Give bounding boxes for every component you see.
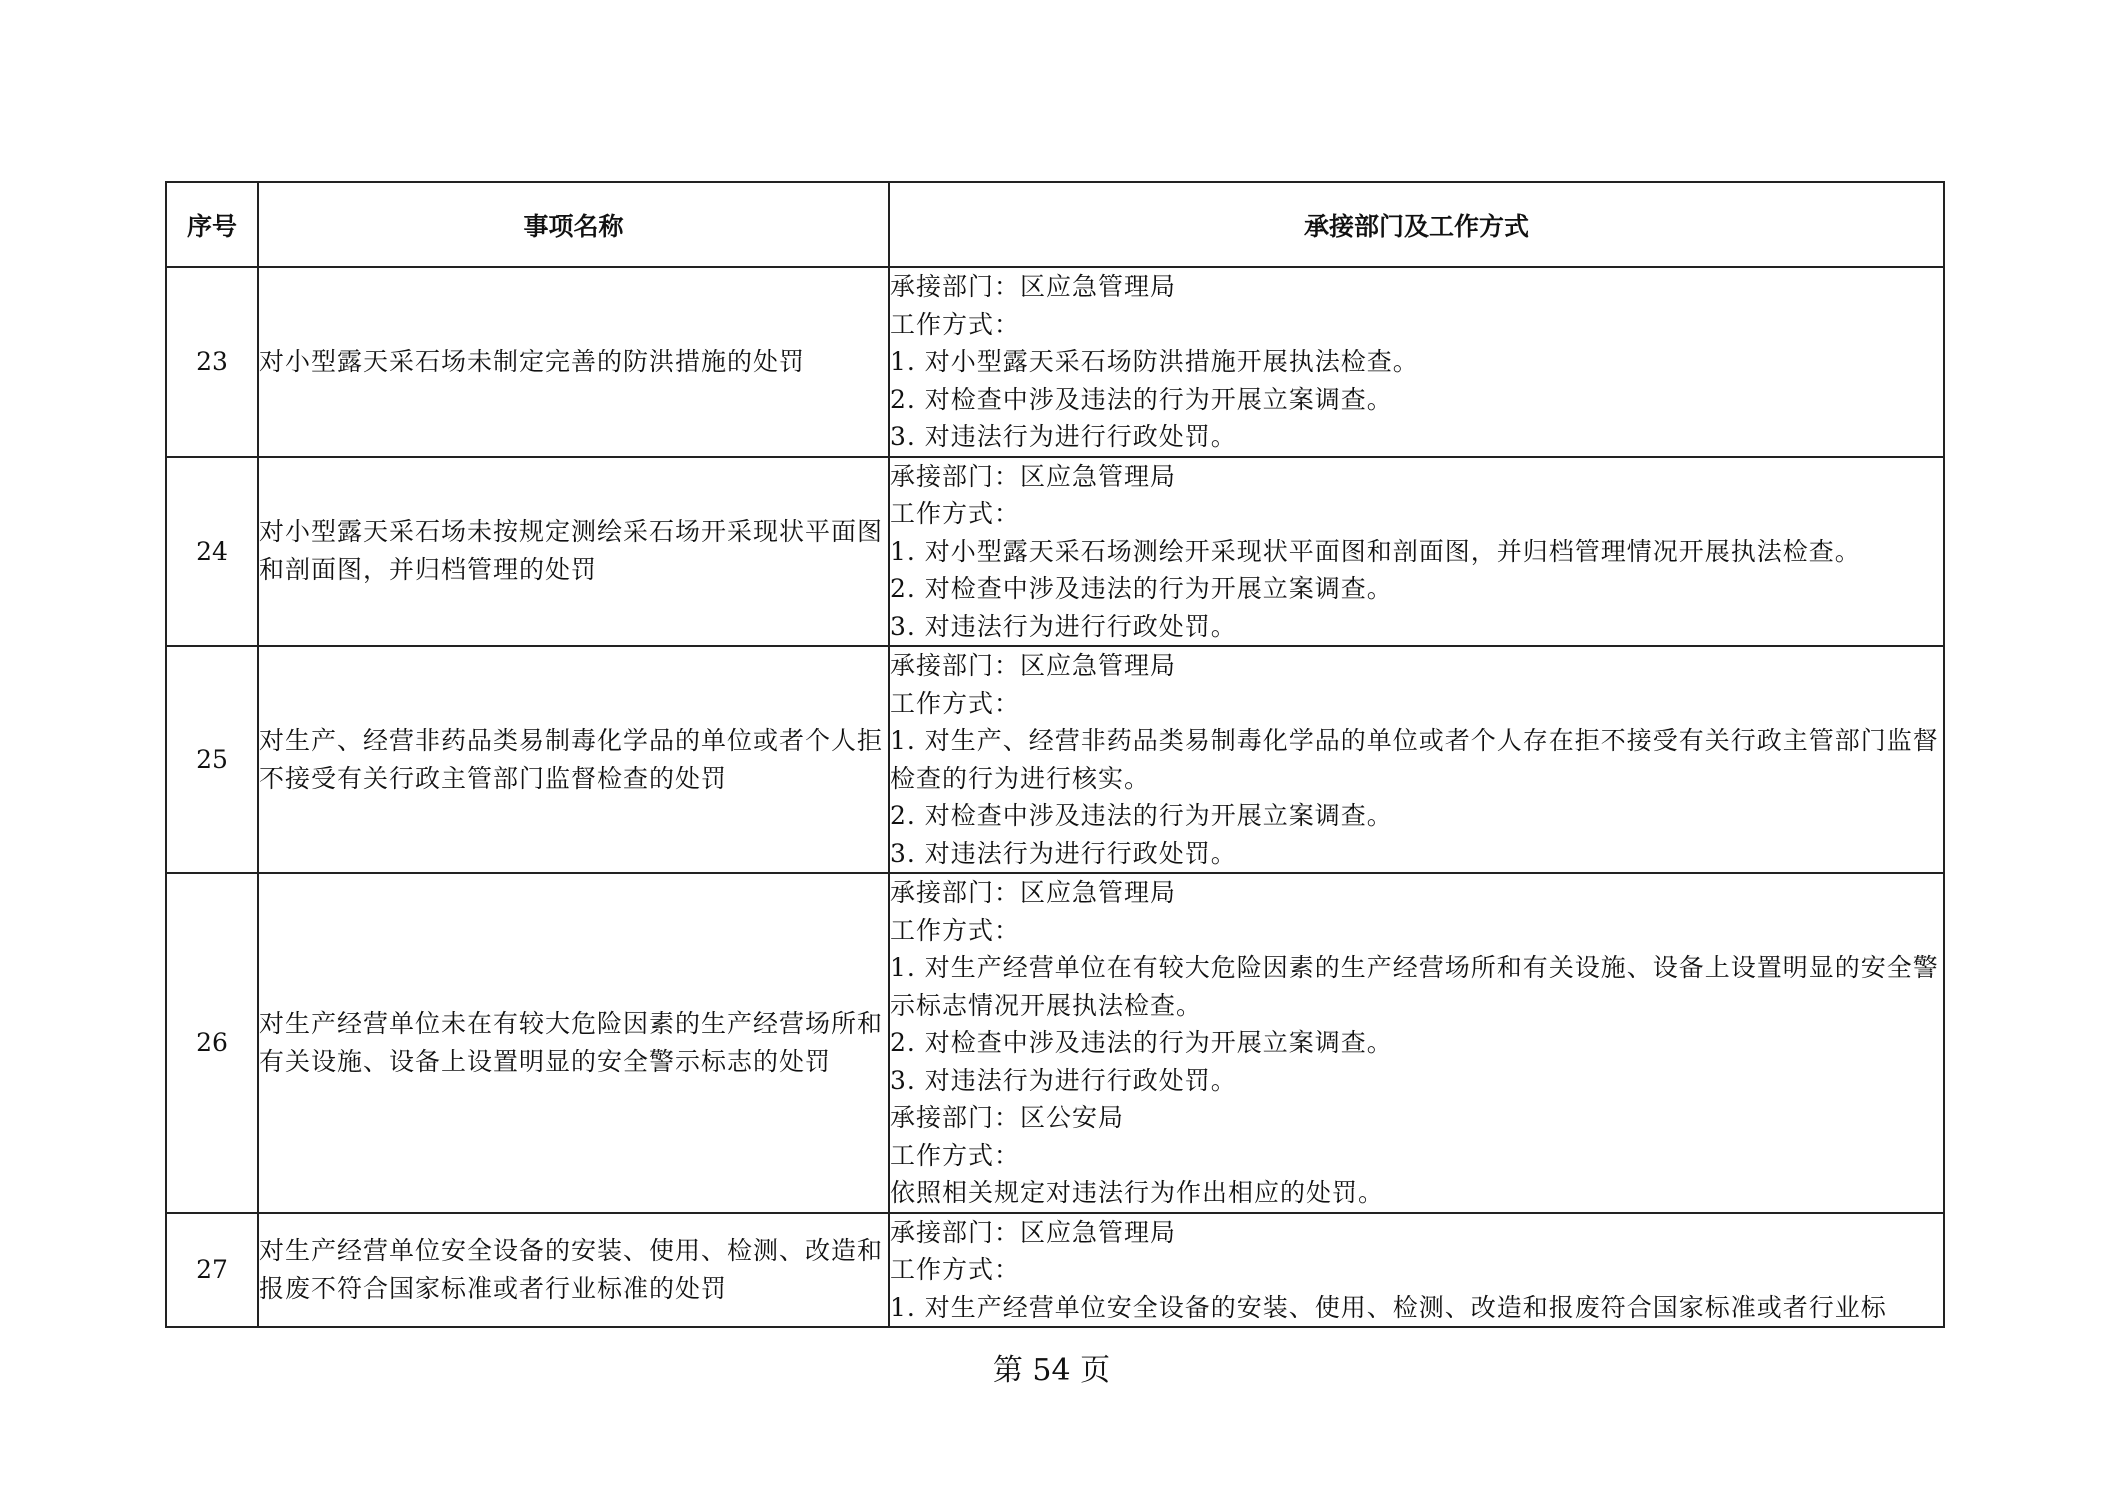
method-line: 2. 对检查中涉及违法的行为开展立案调查。 [890, 574, 1393, 603]
method-line: 1. 对小型露天采石场防洪措施开展执法检查。 [890, 347, 1419, 376]
method-line: 工作方式： [890, 1255, 1021, 1284]
row-item-name: 对小型露天采石场未制定完善的防洪措施的处罚 [258, 267, 889, 457]
row-serial-number: 23 [166, 267, 258, 457]
table-row [166, 1213, 1944, 1328]
row-item-name: 对生产、经营非药品类易制毒化学品的单位或者个人拒不接受有关行政主管部门监督检查的处罚 [258, 646, 889, 873]
matters-table [165, 181, 1945, 1328]
method-line: 承接部门：区应急管理局 [890, 651, 1177, 680]
method-line: 1. 对生产经营单位安全设备的安装、使用、检测、改造和报废符合国家标准或者行业标 [890, 1292, 1887, 1322]
method-line: 承接部门：区公安局 [890, 1103, 1125, 1132]
method-line: 1. 对小型露天采石场测绘开采现状平面图和剖面图，并归档管理情况开展执法检查。 [890, 536, 1861, 566]
row-serial-number: 25 [166, 646, 258, 873]
row-department-method [889, 457, 1944, 647]
method-line: 承接部门：区应急管理局 [890, 461, 1177, 491]
page-number: 第 54 页 [992, 1353, 1111, 1388]
row-department-method [889, 873, 1944, 1213]
row-item-name: 对小型露天采石场未按规定测绘采石场开采现状平面图和剖面图，并归档管理的处罚 [258, 457, 889, 647]
row-department-method [889, 1213, 1944, 1328]
method-line: 2. 对检查中涉及违法的行为开展立案调查。 [890, 384, 1393, 414]
row-department-method [889, 267, 1944, 457]
table-header-row [166, 182, 1944, 267]
method-line: 承接部门：区应急管理局 [890, 1217, 1177, 1247]
method-line: 1. 对生产、经营非药品类易制毒化学品的单位或者个人存在拒不接受有关行政主管部门监督检查的行为进行核实。 [890, 726, 1939, 793]
row-serial-number: 27 [166, 1213, 258, 1328]
method-line: 2. 对检查中涉及违法的行为开展立案调查。 [890, 801, 1393, 830]
row-serial-number: 26 [166, 873, 258, 1213]
row-department-method [889, 646, 1944, 873]
method-line: 1. 对生产经营单位在有较大危险因素的生产经营场所和有关设施、设备上设置明显的安全警示标志情况开展执法检查。 [890, 953, 1939, 1020]
method-line: 3. 对违法行为进行行政处罚。 [890, 422, 1237, 451]
table-row [166, 457, 1944, 647]
method-line: 工作方式： [890, 688, 1021, 718]
row-serial-number: 24 [166, 457, 258, 647]
table-row [166, 267, 1944, 457]
method-line: 工作方式： [890, 309, 1021, 339]
method-line: 工作方式： [890, 1140, 1021, 1170]
table-row [166, 646, 1944, 873]
method-line: 3. 对违法行为进行行政处罚。 [890, 1065, 1237, 1095]
table-row [166, 873, 1944, 1213]
header-item-name: 事项名称 [258, 182, 889, 267]
header-department-method: 承接部门及工作方式 [889, 182, 1944, 267]
method-line: 承接部门：区应急管理局 [890, 272, 1177, 301]
method-line: 依照相关规定对违法行为作出相应的处罚。 [890, 1178, 1385, 1207]
method-line: 工作方式： [890, 915, 1021, 945]
row-item-name: 对生产经营单位安全设备的安装、使用、检测、改造和报废不符合国家标准或者行业标准的处罚 [258, 1213, 889, 1328]
method-line: 承接部门：区应急管理局 [890, 878, 1177, 907]
header-serial-number: 序号 [166, 182, 258, 267]
method-line: 3. 对违法行为进行行政处罚。 [890, 838, 1237, 868]
method-line: 2. 对检查中涉及违法的行为开展立案调查。 [890, 1028, 1393, 1057]
method-line: 3. 对违法行为进行行政处罚。 [890, 611, 1237, 641]
method-line: 工作方式： [890, 499, 1021, 528]
row-item-name: 对生产经营单位未在有较大危险因素的生产经营场所和有关设施、设备上设置明显的安全警示标志的处罚 [258, 873, 889, 1213]
